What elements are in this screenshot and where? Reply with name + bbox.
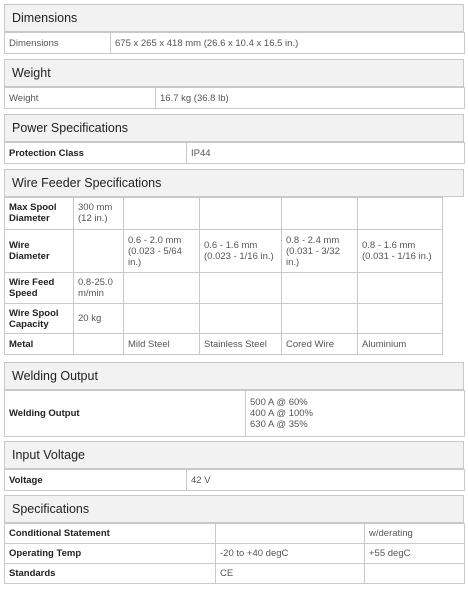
power-table bbox=[4, 142, 465, 164]
input-voltage-heading: Input Voltage bbox=[4, 441, 464, 469]
standards-extra bbox=[365, 564, 465, 584]
wire-feeder-heading: Wire Feeder Specifications bbox=[4, 169, 464, 197]
conditional-statement-extra: w/derating bbox=[365, 524, 465, 544]
wire-diameter-value: 0.8 - 2.4 mm (0.031 - 3/32 in.) bbox=[282, 230, 358, 273]
welding-output-values bbox=[246, 391, 465, 437]
metal-value: Cored Wire bbox=[282, 334, 358, 355]
power-section bbox=[4, 114, 464, 164]
dimensions-value: 675 x 265 x 418 mm (26.6 x 10.4 x 16.5 in.) bbox=[111, 33, 465, 54]
max-spool-value: 300 mm (12 in.) bbox=[74, 198, 124, 230]
welding-output-heading: Welding Output bbox=[4, 362, 464, 390]
table-row bbox=[5, 304, 443, 334]
table-row bbox=[5, 143, 465, 164]
voltage-value: 42 V bbox=[187, 470, 465, 491]
weight-table bbox=[4, 87, 465, 109]
metal-label: Metal bbox=[5, 334, 74, 355]
wire-diameter-value: 0.6 - 2.0 mm (0.023 - 5/64 in.) bbox=[124, 230, 200, 273]
protection-class-label: Protection Class bbox=[5, 143, 187, 164]
dimensions-table bbox=[4, 32, 465, 54]
specifications-table bbox=[4, 523, 465, 584]
table-row bbox=[5, 88, 465, 109]
table-row bbox=[5, 391, 465, 437]
wire-feed-speed-label: Wire Feed Speed bbox=[5, 273, 74, 304]
conditional-statement-value bbox=[216, 524, 365, 544]
wire-spool-capacity-label: Wire Spool Capacity bbox=[5, 304, 74, 334]
max-spool-label: Max Spool Diameter bbox=[5, 198, 74, 230]
table-row bbox=[5, 33, 465, 54]
dimensions-heading: Dimensions bbox=[4, 4, 464, 32]
welding-output-line: 400 A @ 100% bbox=[250, 408, 313, 419]
welding-output-label: Welding Output bbox=[5, 391, 246, 437]
wire-feeder-table bbox=[4, 197, 443, 355]
table-row bbox=[5, 564, 465, 584]
table-row bbox=[5, 524, 465, 544]
welding-output-line: 500 A @ 60% bbox=[250, 397, 308, 408]
welding-output-line: 630 A @ 35% bbox=[250, 419, 308, 430]
weight-section bbox=[4, 59, 464, 109]
weight-value: 16.7 kg (36.8 lb) bbox=[156, 88, 465, 109]
protection-class-value: IP44 bbox=[187, 143, 465, 164]
table-row bbox=[5, 273, 443, 304]
table-row bbox=[5, 198, 443, 230]
metal-value: Stainless Steel bbox=[200, 334, 282, 355]
wire-spool-capacity-value: 20 kg bbox=[74, 304, 124, 334]
weight-heading: Weight bbox=[4, 59, 464, 87]
wire-diameter-value: 0.8 - 1.6 mm (0.031 - 1/16 in.) bbox=[358, 230, 443, 273]
table-row bbox=[5, 334, 443, 355]
metal-value: Mild Steel bbox=[124, 334, 200, 355]
table-row bbox=[5, 230, 443, 273]
wire-diameter-value: 0.6 - 1.6 mm (0.023 - 1/16 in.) bbox=[200, 230, 282, 273]
input-voltage-table bbox=[4, 469, 465, 491]
conditional-statement-label: Conditional Statement bbox=[5, 524, 216, 544]
voltage-label: Voltage bbox=[5, 470, 187, 491]
operating-temp-extra: +55 degC bbox=[365, 544, 465, 564]
operating-temp-value: -20 to +40 degC bbox=[216, 544, 365, 564]
welding-output-table bbox=[4, 390, 465, 437]
input-voltage-section bbox=[4, 441, 464, 491]
metal-value: Aluminium bbox=[358, 334, 443, 355]
specifications-section bbox=[4, 495, 464, 584]
table-row bbox=[5, 544, 465, 564]
power-heading: Power Specifications bbox=[4, 114, 464, 142]
dimensions-label: Dimensions bbox=[5, 33, 111, 54]
weight-label: Weight bbox=[5, 88, 156, 109]
standards-value: CE bbox=[216, 564, 365, 584]
wire-feed-speed-value: 0.8-25.0 m/min bbox=[74, 273, 124, 304]
operating-temp-label: Operating Temp bbox=[5, 544, 216, 564]
wire-diameter-label: Wire Diameter bbox=[5, 230, 74, 273]
specifications-heading: Specifications bbox=[4, 495, 464, 523]
wire-feeder-section bbox=[4, 169, 464, 355]
table-row bbox=[5, 470, 465, 491]
dimensions-section bbox=[4, 4, 464, 54]
standards-label: Standards bbox=[5, 564, 216, 584]
welding-output-section bbox=[4, 362, 464, 437]
